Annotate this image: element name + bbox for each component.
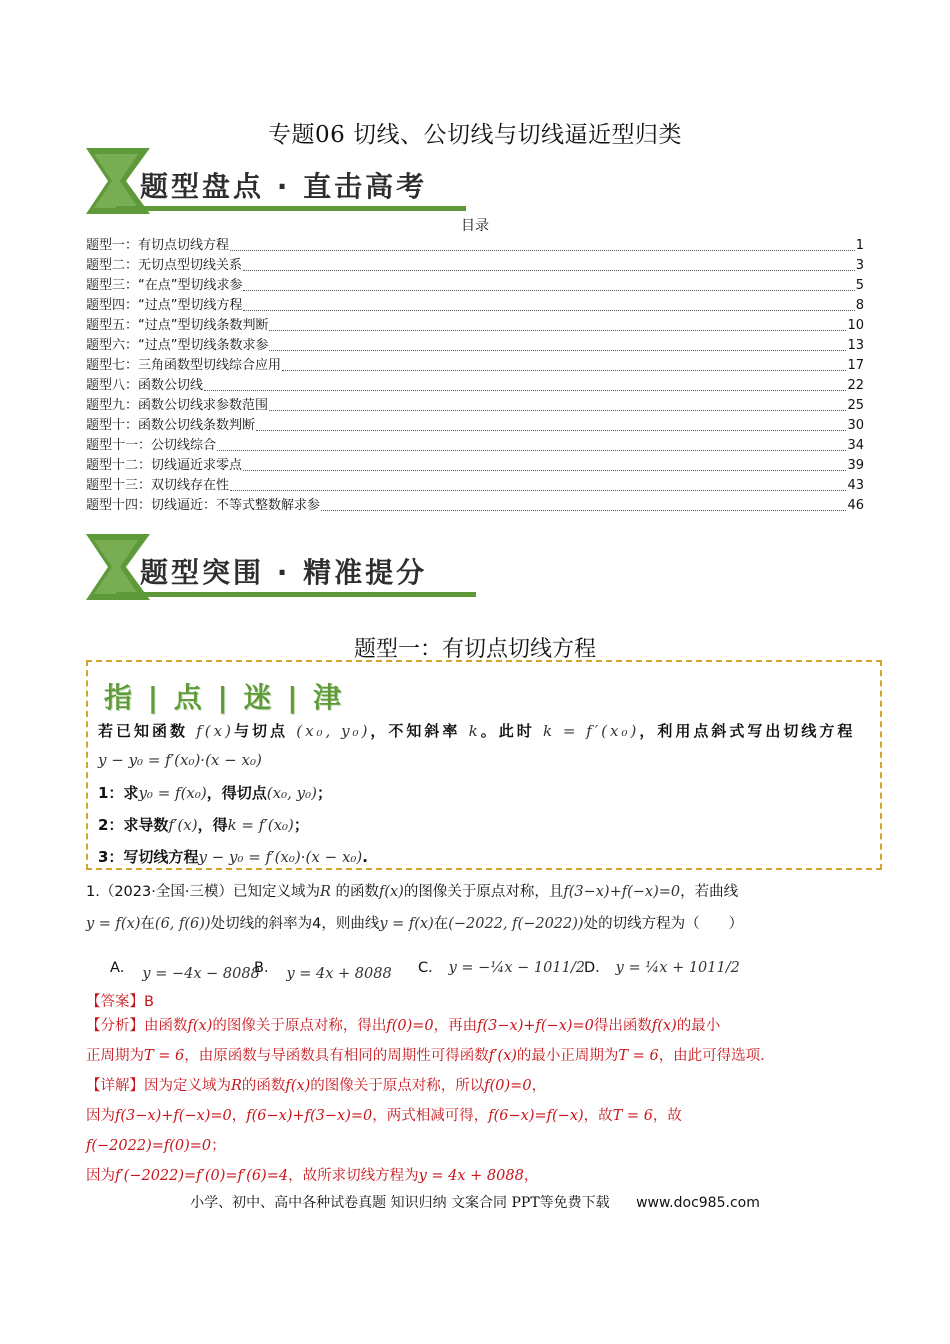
toc-item-page: 13	[847, 338, 864, 353]
section-title: 题型一：有切点切线方程	[353, 637, 596, 662]
option-d[interactable]: D． y = ¼x + 1011/2	[584, 960, 740, 976]
toc-dots	[230, 250, 855, 251]
toc-item-label: 题型十：函数公切线条数判断	[86, 418, 256, 433]
math-expr: y = ¼x + 1011/2	[615, 960, 740, 976]
toc-item-page: 34	[847, 438, 864, 453]
toc-item-label: 题型十三：双切线存在性	[86, 478, 230, 493]
math-expr: T = 6	[618, 1048, 659, 1064]
toc-item-label: 题型五：“过点”型切线条数判断	[86, 318, 269, 333]
question-line-1: 1.（2023·全国·三模）已知定义域为R 的函数f(x)的图像关于原点对称，且f(3−x)+f(−x)=0，若曲线	[86, 884, 739, 900]
toc-item-page: 22	[847, 378, 864, 393]
question-line-2: y = f(x)在(6, f(6))处切线的斜率为4，则曲线y = f(x)在(−2022, f(−2022))处的切线方程为（ ）	[86, 916, 744, 932]
math-expr: y = −¼x − 1011/2	[448, 960, 585, 976]
toc-dots	[230, 490, 846, 491]
math-expr: f′(x)	[168, 816, 198, 834]
math-expr: y = 4x + 8088	[418, 1168, 524, 1184]
detail-line-1: 【详解】因为定义域为R的函数f(x)的图像关于原点对称，所以f(0)=0，	[86, 1078, 547, 1094]
detail-line-4: 因为f′(−2022)=f′(0)=f′(6)=4，故所求切线方程为y = 4x + 8088，	[86, 1168, 539, 1184]
toc-dots	[256, 430, 846, 431]
math-expr: f(3−x)+f(−x)=0	[563, 884, 681, 900]
math-expr: y = f(x)	[379, 916, 434, 932]
math-expr: f(x)	[285, 1078, 311, 1094]
math-expr: (x₀, y₀)	[266, 784, 317, 802]
math-expr: T = 6	[144, 1048, 185, 1064]
toc-dots	[243, 290, 854, 291]
toc-item-page: 5	[855, 278, 864, 293]
toc-item-page: 39	[847, 458, 864, 473]
toc-item-page: 30	[847, 418, 864, 433]
toc-item[interactable]	[86, 456, 864, 476]
math-expr: y = 4x + 8088	[286, 966, 392, 982]
toc-dots	[269, 410, 846, 411]
option-a[interactable]: A． y = −4x − 8088	[110, 960, 260, 982]
banner-overview	[86, 148, 466, 214]
detail-line-3: f(−2022)=f(0)=0；	[86, 1138, 226, 1154]
toc-item-page: 25	[847, 398, 864, 413]
banner-ribbon-inner	[94, 154, 138, 208]
toc-item[interactable]	[86, 396, 864, 416]
math-expr: R	[319, 884, 331, 900]
detail-line-2: 因为f(3−x)+f(−x)=0，f(6−x)+f(3−x)=0，两式相减可得，f(6−x)=f(−x)，故T = 6，故	[86, 1108, 682, 1124]
tip-step-3: 3：写切线方程y − y₀ = f′(x₀)·(x − x₀).	[98, 848, 368, 866]
banner-underline	[116, 206, 466, 211]
banner-practice-graphic	[86, 534, 476, 600]
math-expr: R	[231, 1078, 242, 1094]
toc-item-label: 题型八：函数公切线	[86, 378, 204, 393]
math-expr: f′(x)	[488, 1048, 517, 1064]
page-footer	[0, 1192, 950, 1212]
toc-dots	[269, 350, 846, 351]
math-expr: f(x)	[378, 884, 404, 900]
toc-item-page: 1	[855, 238, 864, 253]
toc-item[interactable]	[86, 256, 864, 276]
page-title: 专题06 切线、公切线与切线逼近型归类	[267, 122, 683, 148]
toc-item[interactable]	[86, 436, 864, 456]
toc-item-page: 3	[855, 258, 864, 273]
toc-item-label: 题型六：“过点”型切线条数求参	[86, 338, 269, 353]
option-c[interactable]: C． y = −¼x − 1011/2	[418, 960, 585, 976]
toc-item-page: 17	[847, 358, 864, 373]
tip-step-1: 1：求y₀ = f(x₀)，得切点(x₀, y₀)；	[98, 784, 332, 802]
tip-step-2: 2：求导数f′(x)，得k = f′(x₀)；	[98, 816, 309, 834]
toc-dots	[243, 270, 855, 271]
math-expr: k = f′(x₀)	[227, 816, 294, 834]
toc-item[interactable]	[86, 416, 864, 436]
banner-underline	[116, 592, 476, 597]
math-expr: f(x)	[196, 722, 234, 740]
toc-dots	[269, 330, 846, 331]
toc-item[interactable]	[86, 496, 864, 516]
toc-item-label: 题型七：三角函数型切线综合应用	[86, 358, 282, 373]
toc-item[interactable]	[86, 376, 864, 396]
math-expr: f(3−x)+f(−x)=0	[477, 1018, 594, 1034]
toc-dots	[321, 510, 846, 511]
toc-item-page: 46	[847, 498, 864, 513]
banner-overview-text: 题型盘点 · 直击高考	[140, 170, 428, 203]
math-expr: y = f(x)	[86, 916, 141, 932]
math-expr: f(0)=0	[484, 1078, 532, 1094]
toc-item-label: 题型四：“过点”型切线方程	[86, 298, 243, 313]
toc-item[interactable]	[86, 296, 864, 316]
math-expr: f(6−x)+f(3−x)=0	[246, 1108, 373, 1124]
math-expr: f′(−2022)=f′(0)=f′(6)=4	[115, 1168, 289, 1184]
toc-dots	[204, 390, 846, 391]
toc-item-label: 题型十一：公切线综合	[86, 438, 217, 453]
toc-item-page: 10	[847, 318, 864, 333]
toc-item-label: 题型一：有切点切线方程	[86, 238, 230, 253]
answer-line: 【答案】B	[86, 994, 154, 1010]
toc-dots	[243, 310, 854, 311]
math-expr: f(0)=0	[386, 1018, 434, 1034]
math-expr: y − y₀ = f′(x₀)·(x − x₀)	[198, 848, 363, 866]
toc-item-page: 8	[855, 298, 864, 313]
math-expr: y = −4x − 8088	[142, 966, 260, 982]
tip-heading: 指 | 点 | 迷 | 津	[104, 681, 345, 714]
toc-item-label: 题型十四：切线逼近：不等式整数解求参	[86, 498, 321, 513]
toc-item[interactable]	[86, 316, 864, 336]
math-expr: (−2022, f(−2022))	[448, 916, 584, 932]
tip-line-2	[98, 751, 262, 769]
banner-overview-graphic	[86, 148, 466, 214]
option-b[interactable]: B． y = 4x + 8088	[254, 960, 392, 982]
toc-item-page: 43	[847, 478, 864, 493]
math-expr: T = 6	[612, 1108, 653, 1124]
toc-item-label: 题型三：“在点”型切线求参	[86, 278, 243, 293]
toc-heading: 目录	[461, 218, 489, 234]
analysis-line-1: 【分析】由函数f(x)的图像关于原点对称，得出f(0)=0，再由f(3−x)+f(−x)=0得出函数f(x)的最小	[86, 1018, 721, 1034]
math-expr: f(6−x)=f(−x)	[488, 1108, 584, 1124]
toc-item[interactable]	[86, 356, 864, 376]
banner-practice	[86, 534, 476, 600]
toc-item[interactable]	[86, 336, 864, 356]
footer-text: 小学、初中、高中各种试卷真题 知识归纳 文案合同 PPT等免费下载	[190, 1195, 610, 1211]
math-expr: (6, f(6))	[154, 916, 211, 932]
tip-line-1: 若已知函数 f(x)与切点 (x₀, y₀)，不知斜率 k。此时 k = f′(x₀)，利用点斜式写出切线方程	[98, 722, 856, 740]
math-expr: f(x)	[187, 1018, 213, 1034]
toc-item[interactable]	[86, 476, 864, 496]
math-expr: f(3−x)+f(−x)=0	[115, 1108, 232, 1124]
math-expr: k = f′(x₀)	[543, 722, 640, 740]
toc-dots	[217, 450, 846, 451]
footer-url[interactable]: www.doc985.com	[636, 1195, 760, 1211]
math-expr: y − y₀ = f′(x₀)·(x − x₀)	[98, 751, 262, 769]
toc-item[interactable]	[86, 276, 864, 296]
toc-item-label: 题型九：函数公切线求参数范围	[86, 398, 269, 413]
toc-item-label: 题型二：无切点型切线关系	[86, 258, 243, 273]
banner-practice-text: 题型突围 · 精准提分	[140, 556, 428, 589]
math-expr: k	[468, 722, 481, 740]
math-expr: (x₀, y₀)	[296, 722, 371, 740]
toc-dots	[282, 370, 846, 371]
toc-item[interactable]	[86, 236, 864, 256]
answer-value: B	[144, 994, 154, 1010]
table-of-contents	[86, 236, 864, 516]
analysis-line-2: 正周期为T = 6，由原函数与导函数具有相同的周期性可得函数f′(x)的最小正周期为T = 6，由此可得选项.	[86, 1048, 765, 1064]
toc-dots	[243, 470, 846, 471]
banner-ribbon-inner	[94, 540, 138, 594]
math-expr: f(x)	[651, 1018, 677, 1034]
toc-item-label: 题型十二：切线逼近求零点	[86, 458, 243, 473]
math-expr: f(−2022)=f(0)=0	[86, 1138, 212, 1154]
math-expr: y₀ = f(x₀)	[138, 784, 207, 802]
